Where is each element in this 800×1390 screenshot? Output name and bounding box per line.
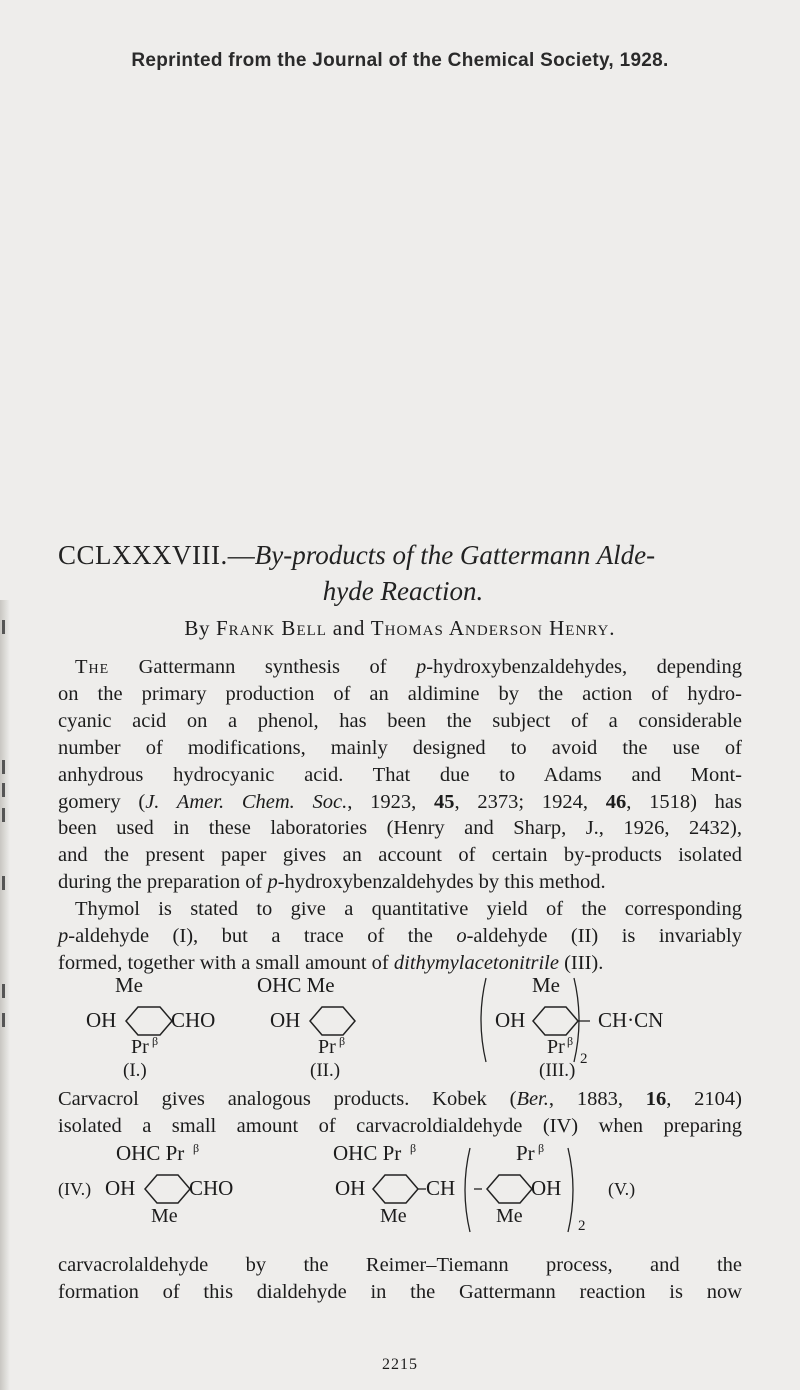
svg-text:β: β [410,1141,417,1155]
svg-text:OH: OH [270,1008,301,1032]
svg-text:Me: Me [496,1205,523,1227]
title-dash: — [227,540,255,570]
svg-text:OH: OH [105,1176,136,1200]
svg-text:β: β [339,1034,346,1048]
svg-text:Me: Me [115,973,143,997]
svg-text:Pr: Pr [318,1036,336,1058]
svg-text:OHC Pr: OHC Pr [333,1141,402,1165]
title-line1: By-products of the Gattermann Alde- [254,540,656,570]
svg-text:CHO: CHO [171,1008,216,1032]
author-1: Frank Bell [216,616,327,640]
structure-IV [58,1141,233,1227]
title-line2: hyde Reaction. [322,576,484,606]
svg-text:Me: Me [151,1205,178,1227]
svg-text:CHO: CHO [189,1176,234,1200]
structure-II [257,973,355,1081]
svg-text:(III.): (III.) [539,1060,576,1081]
structures-figure-1 [0,970,800,1082]
author-2: Thomas Anderson Henry. [370,616,616,640]
article-number: CCLXXXVIII. [58,540,228,570]
svg-text:(IV.): (IV.) [58,1179,92,1199]
svg-text:OH: OH [531,1176,562,1200]
svg-text:β: β [152,1034,159,1048]
svg-text:β: β [193,1141,200,1155]
svg-text:OH: OH [495,1008,526,1032]
paragraph-thymol: Thymol is stated to give a quantitative yield of the corresponding p-aldehyde (I), but a trace of the o-aldehyde (II) is invariably formed, together with a small amount of dithymylacetonitrile (III). [58,898,742,974]
svg-text:OHC Pr: OHC Pr [116,1141,185,1165]
reprint-header: Reprinted from the Journal of the Chemical Society, 1928. [131,50,669,71]
svg-text:Pr: Pr [547,1036,565,1058]
svg-text:CH·CN: CH·CN [598,1008,664,1032]
svg-text:β: β [567,1034,574,1048]
structures-figure-2 [0,1140,800,1240]
article-title [58,537,748,609]
svg-text:OH: OH [335,1176,366,1200]
svg-text:Me: Me [380,1205,407,1227]
paragraph-carvacrol: Carvacrol gives analogous products. Kobek (Ber., 1883, 16, 2104) isolated a small amount of carvacroldialdehyde (IV) when preparing [58,1088,743,1137]
svg-text:Pr: Pr [516,1141,535,1165]
page-number: 2215 [382,1356,418,1373]
svg-text:2: 2 [580,1051,588,1067]
structure-V [333,1141,635,1234]
svg-text:(V.): (V.) [608,1179,636,1199]
svg-text:2: 2 [578,1218,586,1234]
svg-text:Pr: Pr [131,1036,149,1058]
paragraph-conclusion: carvacrolaldehyde by the Reimer–Tiemann process, and the formation of this dialdehyde in the Gattermann reaction is now [58,1254,742,1303]
svg-text:(II.): (II.) [310,1060,341,1081]
structure-I [86,973,215,1081]
svg-text:OHC Me: OHC Me [257,973,335,997]
svg-text:(I.): (I.) [123,1060,147,1081]
paragraph-intro: The Gattermann synthesis of p-hydroxybenzaldehydes, depending on the primary production of an aldimine by the action of hydro- cyanic acid on a phenol, has been the subject of a considerable number of modifications, mainly designed to avoid the use of anhydrous hydrocyanic acid. That due to Adams and Mont- gomery (J. Amer. Chem. Soc., 1923, 45, 2373; 1924, 46, 1518) has been used in these laboratories (Henry and Sharp, J., 1926, 2432), and the present paper gives an account of certain by-products isolated during the preparation of p-hydroxybenzaldehydes by this method. [58,656,742,894]
structure-III [481,973,663,1081]
svg-text:OH: OH [86,1008,117,1032]
author-line: By Frank Bell and Thomas Anderson Henry. [184,616,616,640]
svg-text:β: β [538,1141,545,1155]
svg-text:CH: CH [426,1176,456,1200]
svg-text:Me: Me [532,973,560,997]
